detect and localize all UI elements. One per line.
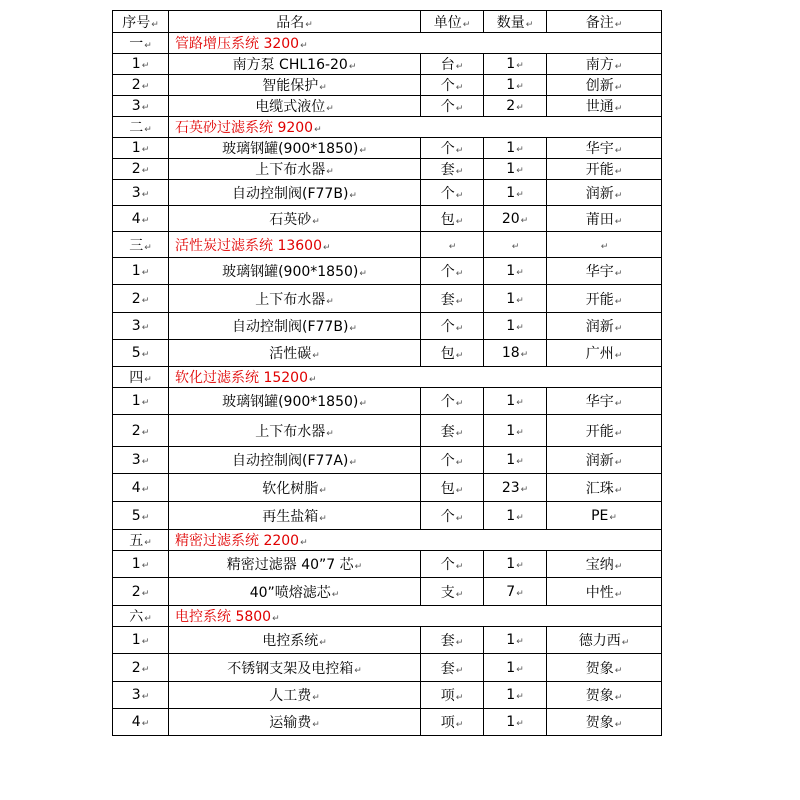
item-name: 智能保护 ↵ (169, 75, 421, 96)
item-qty: 7 ↵ (484, 578, 547, 606)
item-qty: 1 ↵ (484, 502, 547, 530)
section-number: 五 ↵ (113, 530, 169, 551)
item-index: 1 ↵ (113, 54, 169, 75)
item-unit: 个 ↵ (421, 138, 484, 159)
quotation-table (112, 10, 662, 736)
item-index: 4 ↵ (113, 474, 169, 502)
item-name: 玻璃钢罐(900*1850) ↵ (169, 138, 421, 159)
header-note: 备注 ↵ (547, 11, 662, 33)
table-row (113, 709, 662, 736)
table-row (113, 447, 662, 474)
header-name: 品名 ↵ (169, 11, 421, 33)
item-note: 润新 ↵ (547, 313, 662, 340)
item-note: 华宇 ↵ (547, 388, 662, 415)
table-row (113, 627, 662, 654)
item-qty: 1 ↵ (484, 551, 547, 578)
item-unit: 个 ↵ (421, 75, 484, 96)
item-index: 1 ↵ (113, 388, 169, 415)
table-row (113, 578, 662, 606)
table-row (113, 138, 662, 159)
table-row (113, 502, 662, 530)
item-name: 自动控制阀(F77B) ↵ (169, 313, 421, 340)
section-number: 三 ↵ (113, 232, 169, 258)
section-number: 四 ↵ (113, 367, 169, 388)
item-note: 开能 ↵ (547, 159, 662, 180)
item-name: 石英砂 ↵ (169, 206, 421, 232)
section-row (113, 367, 662, 388)
item-name: 玻璃钢罐(900*1850) ↵ (169, 258, 421, 285)
item-name: 南方泵 CHL16-20 ↵ (169, 54, 421, 75)
table-row (113, 75, 662, 96)
item-unit: 台 ↵ (421, 54, 484, 75)
item-name: 上下布水器 ↵ (169, 285, 421, 313)
item-note: 中性 ↵ (547, 578, 662, 606)
item-index: 2 ↵ (113, 285, 169, 313)
table-row (113, 682, 662, 709)
item-qty: 18 ↵ (484, 340, 547, 367)
section-title: 管路增压系统 3200 ↵ (169, 33, 662, 54)
item-note: 开能 ↵ (547, 415, 662, 447)
item-index: 3 ↵ (113, 180, 169, 206)
item-index: 4 ↵ (113, 709, 169, 736)
item-index: 1 ↵ (113, 551, 169, 578)
empty-cell (547, 232, 662, 258)
item-unit: 个 ↵ (421, 313, 484, 340)
item-qty: 1 ↵ (484, 654, 547, 682)
item-name: 上下布水器 ↵ (169, 159, 421, 180)
item-qty: 1 ↵ (484, 313, 547, 340)
table-row (113, 285, 662, 313)
table-row (113, 340, 662, 367)
item-qty: 20 ↵ (484, 206, 547, 232)
item-qty: 1 ↵ (484, 709, 547, 736)
item-index: 3 ↵ (113, 96, 169, 117)
item-name: 上下布水器 ↵ (169, 415, 421, 447)
item-unit: 项 ↵ (421, 709, 484, 736)
item-name: 不锈钢支架及电控箱 ↵ (169, 654, 421, 682)
table-row (113, 654, 662, 682)
table-body (113, 33, 662, 736)
item-unit: 套 ↵ (421, 415, 484, 447)
item-index: 4 ↵ (113, 206, 169, 232)
item-name: 运输费 ↵ (169, 709, 421, 736)
item-index: 1 ↵ (113, 138, 169, 159)
item-qty: 1 ↵ (484, 627, 547, 654)
empty-cell (484, 232, 547, 258)
item-index: 1 ↵ (113, 258, 169, 285)
item-note: PE ↵ (547, 502, 662, 530)
item-unit: 套 ↵ (421, 654, 484, 682)
item-name: 人工费 ↵ (169, 682, 421, 709)
table-row (113, 206, 662, 232)
section-row (113, 232, 662, 258)
item-unit: 项 ↵ (421, 682, 484, 709)
item-name: 自动控制阀(F77B) ↵ (169, 180, 421, 206)
section-row (113, 606, 662, 627)
section-number: 六 ↵ (113, 606, 169, 627)
table-row (113, 159, 662, 180)
item-unit: 个 ↵ (421, 258, 484, 285)
table-row (113, 54, 662, 75)
item-unit: 个 ↵ (421, 551, 484, 578)
table-row (113, 258, 662, 285)
section-title: 软化过滤系统 15200 ↵ (169, 367, 662, 388)
item-name: 电控系统 ↵ (169, 627, 421, 654)
item-note: 华宇 ↵ (547, 258, 662, 285)
item-name: 电缆式液位 ↵ (169, 96, 421, 117)
table-row (113, 313, 662, 340)
item-name: 40”喷熔滤芯 ↵ (169, 578, 421, 606)
item-index: 2 ↵ (113, 159, 169, 180)
item-note: 华宇 ↵ (547, 138, 662, 159)
item-qty: 1 ↵ (484, 180, 547, 206)
item-index: 5 ↵ (113, 502, 169, 530)
item-index: 5 ↵ (113, 340, 169, 367)
table-row (113, 551, 662, 578)
item-index: 2 ↵ (113, 654, 169, 682)
header-row (113, 11, 662, 33)
item-name: 自动控制阀(F77A) ↵ (169, 447, 421, 474)
item-index: 2 ↵ (113, 415, 169, 447)
item-note: 创新 ↵ (547, 75, 662, 96)
table-row (113, 415, 662, 447)
section-row (113, 530, 662, 551)
section-number: 二 ↵ (113, 117, 169, 138)
item-name: 玻璃钢罐(900*1850) ↵ (169, 388, 421, 415)
item-index: 3 ↵ (113, 447, 169, 474)
item-qty: 1 ↵ (484, 54, 547, 75)
item-qty: 23 ↵ (484, 474, 547, 502)
section-row (113, 33, 662, 54)
section-title: 活性炭过滤系统 13600 ↵ (169, 232, 421, 258)
section-title: 石英砂过滤系统 9200 ↵ (169, 117, 662, 138)
item-index: 3 ↵ (113, 313, 169, 340)
item-index: 2 ↵ (113, 578, 169, 606)
item-qty: 1 ↵ (484, 447, 547, 474)
item-qty: 1 ↵ (484, 75, 547, 96)
item-note: 广州 ↵ (547, 340, 662, 367)
item-qty: 1 ↵ (484, 388, 547, 415)
item-note: 汇珠 ↵ (547, 474, 662, 502)
item-unit: 套 ↵ (421, 627, 484, 654)
item-unit: 个 ↵ (421, 96, 484, 117)
section-number: 一 ↵ (113, 33, 169, 54)
item-qty: 1 ↵ (484, 285, 547, 313)
item-note: 贺象 ↵ (547, 682, 662, 709)
item-qty: 2 ↵ (484, 96, 547, 117)
section-row (113, 117, 662, 138)
empty-cell (421, 232, 484, 258)
header-unit: 单位 ↵ (421, 11, 484, 33)
item-note: 德力西 ↵ (547, 627, 662, 654)
item-unit: 套 ↵ (421, 159, 484, 180)
item-name: 活性碳 ↵ (169, 340, 421, 367)
item-note: 世通 ↵ (547, 96, 662, 117)
item-note: 莆田 ↵ (547, 206, 662, 232)
item-note: 宝纳 ↵ (547, 551, 662, 578)
item-note: 贺象 ↵ (547, 709, 662, 736)
table-row (113, 388, 662, 415)
item-unit: 包 ↵ (421, 206, 484, 232)
item-qty: 1 ↵ (484, 138, 547, 159)
item-unit: 套 ↵ (421, 285, 484, 313)
table-row (113, 474, 662, 502)
section-title: 精密过滤系统 2200 ↵ (169, 530, 662, 551)
item-note: 润新 ↵ (547, 447, 662, 474)
item-note: 开能 ↵ (547, 285, 662, 313)
item-note: 南方 ↵ (547, 54, 662, 75)
item-unit: 个 ↵ (421, 180, 484, 206)
item-index: 2 ↵ (113, 75, 169, 96)
item-qty: 1 ↵ (484, 415, 547, 447)
item-name: 精密过滤器 40”7 芯 ↵ (169, 551, 421, 578)
table-row (113, 180, 662, 206)
item-index: 3 ↵ (113, 682, 169, 709)
table-row (113, 96, 662, 117)
item-index: 1 ↵ (113, 627, 169, 654)
section-title: 电控系统 5800 ↵ (169, 606, 662, 627)
item-unit: 个 ↵ (421, 447, 484, 474)
item-note: 润新 ↵ (547, 180, 662, 206)
item-unit: 个 ↵ (421, 388, 484, 415)
header-index: 序号 ↵ (113, 11, 169, 33)
item-qty: 1 ↵ (484, 258, 547, 285)
item-unit: 包 ↵ (421, 340, 484, 367)
item-note: 贺象 ↵ (547, 654, 662, 682)
item-unit: 支 ↵ (421, 578, 484, 606)
item-qty: 1 ↵ (484, 682, 547, 709)
item-name: 软化树脂 ↵ (169, 474, 421, 502)
item-qty: 1 ↵ (484, 159, 547, 180)
header-qty: 数量 ↵ (484, 11, 547, 33)
item-name: 再生盐箱 ↵ (169, 502, 421, 530)
item-unit: 包 ↵ (421, 474, 484, 502)
item-unit: 个 ↵ (421, 502, 484, 530)
